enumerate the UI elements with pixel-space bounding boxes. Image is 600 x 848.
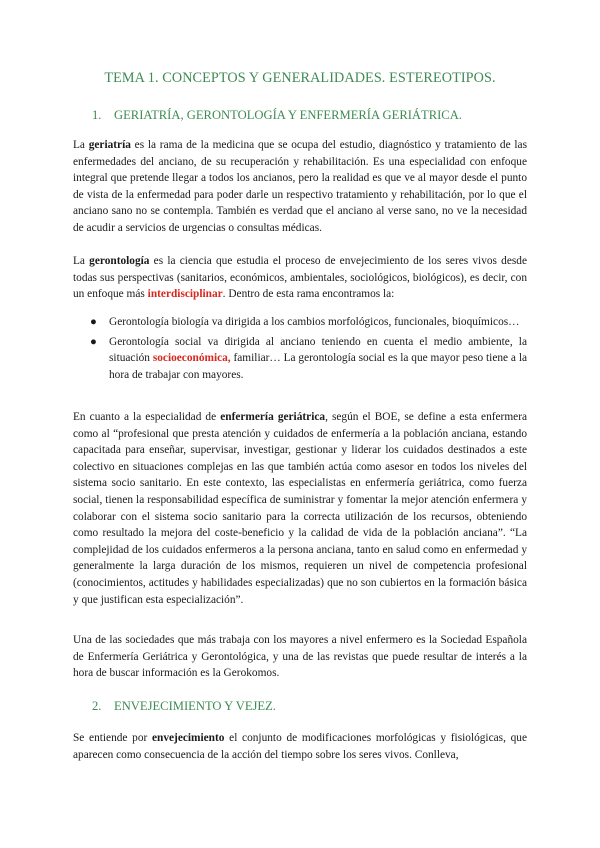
section-heading-1 [92, 108, 462, 123]
text-run: familiar… La gerontología social es la que mayor peso tiene a la hora de trabajar con mayores. [109, 352, 528, 381]
paragraph-geriatria [73, 137, 527, 237]
term-envejecimiento: envejecimiento [152, 732, 225, 744]
text-run: , según el BOE, se define a esta enfermera como al “profesional que presta atención y cuidados de enfermería a la población anciana, estando capacitada para enseñar, supervisar, investigar, gestionar y liderar los cuidados destinados a este colectivo en situaciones complejas en las que también actúa como asesor en todos los niveles del sistema socio sanitario. En este contexto, las especialistas en enfermería geriátrica, como fuerza social, tienen la responsabilidad específica de suministrar y fomentar la mejor atención enfermera y colaborar con el sistema socio sanitario para la correcta utilización de los recursos, obteniendo como resultado la mejora del coste-beneficio y la calidad de vida de la población anciana”. “La complejidad de los cuidados enfermeros a la persona anciana, tanto en salud como en enfermedad y generalmente la larga duración de los mismos, requieren un nivel de competencia profesional (conocimientos, actitudes y habilidades especializadas) que no son cubiertos en la formación básica y que justifican esta especialización”. [73, 411, 528, 606]
paragraph-enfermeria-geriatrica [73, 409, 527, 608]
section-heading-text: ENVEJECIMIENTO Y VEJEZ. [114, 699, 276, 713]
bullet-icon: ● [90, 335, 97, 348]
list-item-text: Gerontología biología va dirigida a los cambios morfológicos, funcionales, bioquímicos… [109, 316, 520, 328]
text-run: Gerontología social va dirigida al anciano teniendo en cuenta el medio ambiente, la situación [109, 335, 527, 365]
text-run: es la ciencia que estudia el proceso de envejecimiento de los seres vivos desde todas sus perspectivas (sanitarios, económicos, ambientales, sociológicos, biológicos), es decir, con un enfoque más [73, 255, 527, 301]
section-heading-text: GERIATRÍA, GERONTOLOGÍA Y ENFERMERÍA GERIÁTRICA. [114, 108, 462, 122]
highlight-socioeconomica: socioeconómica, [152, 352, 231, 365]
text-run: La [73, 139, 89, 151]
document-title: TEMA 1. CONCEPTOS Y GENERALIDADES. ESTEREOTIPOS. [104, 70, 496, 86]
text-run: La [73, 255, 90, 267]
section-heading-2 [92, 699, 276, 714]
highlight-interdisciplinar: interdisciplinar [147, 288, 223, 301]
text-run: Se entiende por [73, 732, 152, 744]
term-geriatria: geriatría [88, 139, 131, 151]
bullet-icon: ● [90, 316, 97, 328]
text-run: el conjunto de modificaciones morfológicas y fisiológicas, que aparecen como consecuencia de la acción del tiempo sobre los seres vivos. Conlleva, [73, 732, 527, 761]
section-number: 1. [92, 108, 102, 122]
paragraph-sociedades: Una de las sociedades que más trabaja con los mayores a nivel enfermero es la Sociedad Española de Enfermería Geriátrica y Gerontológica, y una de las revistas que puede resultar de interés a la hora de buscar información es la Gerokomos. [73, 634, 527, 680]
list-item [73, 334, 527, 384]
term-gerontologia: gerontología [89, 255, 150, 267]
term-enfermeria-geriatrica: enfermería geriátrica [220, 411, 326, 423]
text-run: . Dentro de esta rama encontramos la: [222, 288, 395, 301]
paragraph-gerontologia [73, 253, 527, 303]
section-number: 2. [92, 699, 102, 713]
paragraph-envejecimiento [73, 730, 527, 763]
text-run: es la rama de la medicina que se ocupa del estudio, diagnóstico y tratamiento de las enfermedades del anciano, de su recuperación y rehabilitación. Es una especialidad con enfoque integral que pretende llegar a todos los ancianos, pero la realidad es que ve al mayor desde el punto de vista de la enfermedad para poder darle un respectivo tratamiento y rehabilitación, por lo que el anciano sano no se contempla. También es verdad que el anciano al verse sano, no ve la necesidad de acudir a servicios de urgencias o consultas médicas. [73, 139, 527, 234]
text-run: En cuanto a la especialidad de [73, 411, 221, 423]
list-item [73, 314, 527, 331]
bullet-list [73, 314, 527, 386]
